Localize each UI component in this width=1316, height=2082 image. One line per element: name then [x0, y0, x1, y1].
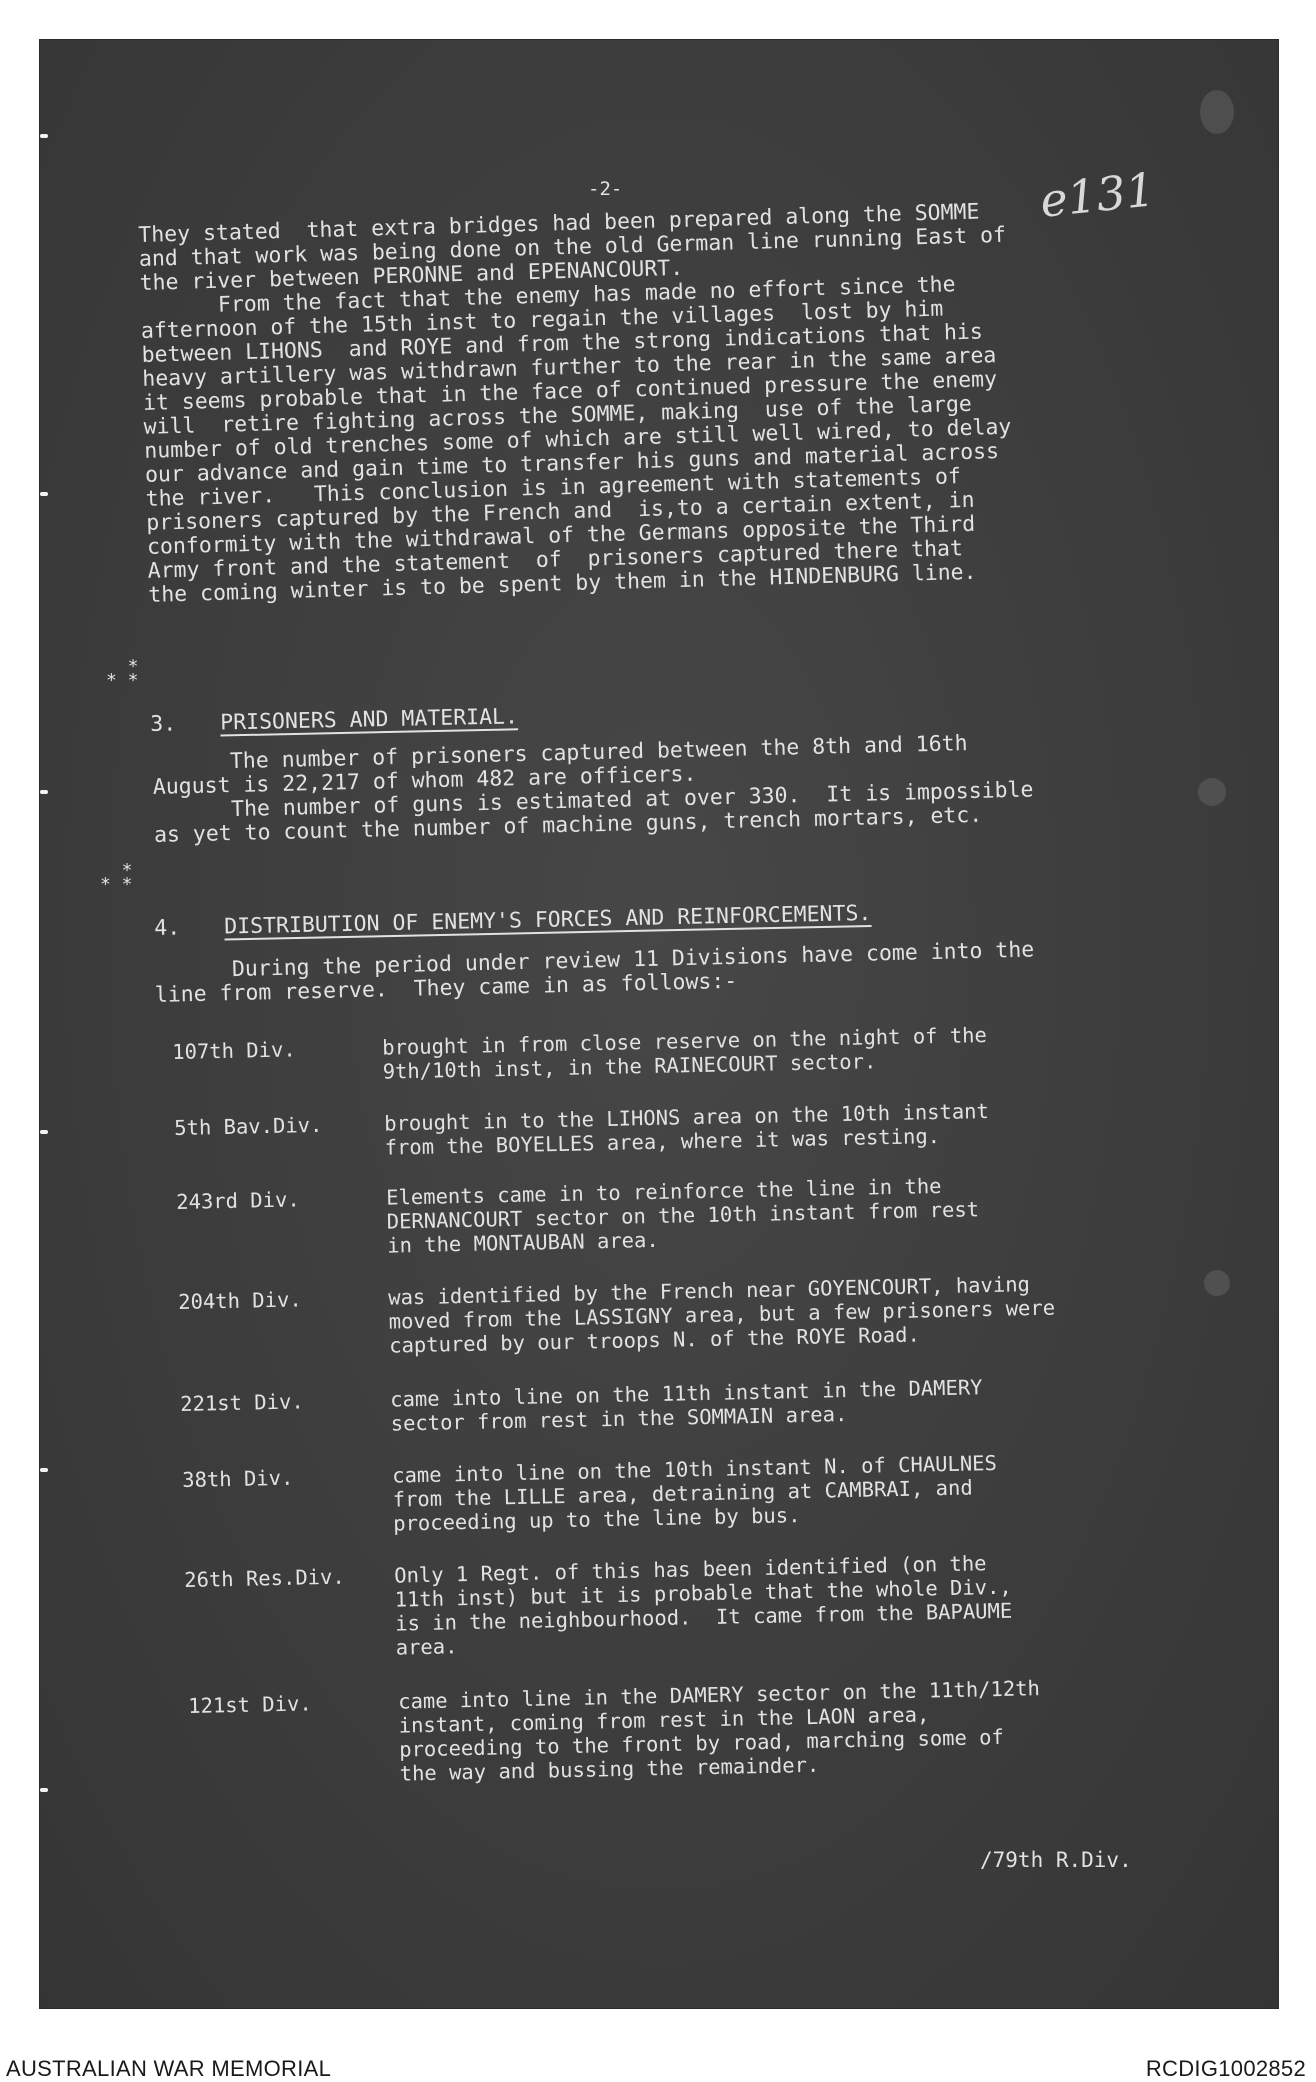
punch-hole — [40, 492, 48, 496]
division-text: came into line on the 10th instant N. of CHAULNES from the LILLE area, detraining at CAMBRAI, and proceeding up to the line by bus. — [391, 1450, 998, 1536]
document-scan — [40, 40, 1278, 2008]
section-3-stars: * * * — [106, 656, 139, 691]
handwritten-reference: e131 — [1037, 162, 1158, 228]
punch-hole — [40, 1788, 48, 1792]
division-text: Only 1 Regt. of this has been identified (on the 11th inst) but it is probable that the whole Div., is in the neighbourhood. It came from the BAPAUME area. — [393, 1551, 1013, 1660]
section-4-stars: * * * — [100, 860, 133, 895]
continuation-note: /79th R.Div. — [980, 1848, 1132, 1872]
division-name: 243rd Div. — [176, 1187, 300, 1214]
page-number: -2- — [588, 178, 623, 200]
punch-hole — [40, 790, 48, 794]
punch-hole — [40, 1130, 48, 1134]
paper-damage-mark — [1204, 1270, 1230, 1296]
division-text: came into line in the DAMERY sector on the 11th/12th instant, coming from rest in the LAON area, proceeding to the front by road, marching some of the way and bussing the remainder. — [397, 1676, 1041, 1786]
paper-damage-mark — [1200, 90, 1234, 134]
division-name: 121st Div. — [188, 1691, 312, 1718]
division-name: 38th Div. — [182, 1465, 294, 1492]
paper-damage-mark — [1198, 778, 1226, 806]
section-3-heading — [150, 704, 518, 737]
division-name: 26th Res.Div. — [184, 1564, 345, 1592]
division-name: 204th Div. — [178, 1287, 302, 1314]
punch-hole — [40, 134, 48, 138]
division-text: brought in to the LIHONS area on the 10th instant from the BOYELLES area, where it was resting. — [383, 1098, 990, 1160]
division-text: brought in from close reserve on the night of the 9th/10th inst, in the RAINECOURT sector. — [381, 1022, 988, 1084]
footer-record-id: RCDIG1002852 — [1145, 2056, 1306, 2081]
footer-source: AUSTRALIAN WAR MEMORIAL — [6, 2056, 332, 2081]
section-3-number: 3. — [150, 711, 177, 737]
punch-hole — [40, 1468, 48, 1472]
section-4-intro: During the period under review 11 Divisions have come into the line from reserve. They came in as follows:- — [153, 937, 1035, 1008]
section-4-number: 4. — [154, 915, 181, 941]
section-3-title: PRISONERS AND MATERIAL. — [219, 704, 519, 736]
section-4-title: DISTRIBUTION OF ENEMY'S FORCES AND REINFORCEMENTS. — [223, 900, 872, 940]
section-3-body: The number of prisoners captured between the 8th and 16th August is 22,217 of whom 482 are officers. The number of guns is estimated at over 330. It is impossible as yet to count the number of machine guns, trench mortars, etc. — [151, 731, 1034, 848]
division-name: 221st Div. — [180, 1389, 304, 1416]
intro-paragraph: They stated that extra bridges had been prepared along the SOMME and that work was being done on the old German line running East of the river between PERONNE and EPENANCOURT. From the fact that the enemy has made no effort since the afternoon of the 15th inst to regain the villages lost by him between LIHONS and ROYE and from the strong indications that his heavy artillery was withdrawn further to the rear in the same area it seems probable that in the face of continued pressure the enemy will retire fighting across the SOMME, making use of the large number of old trenches some of which are still well wired, to delay our advance and gain time to transfer his guns and material across the river. This conclusion is in agreement with statements of prisoners captured by the French and is,to a certain extent, in conformity with the withdrawal of the Germans opposite the Third Army front and the statement of prisoners captured there that the coming winter is to be spent by them in the HINDENBURG line. — [137, 199, 1012, 608]
division-text: came into line on the 11th instant in the DAMERY sector from rest in the SOMMAIN area. — [389, 1375, 983, 1436]
division-name: 107th Div. — [172, 1037, 296, 1064]
section-4-heading — [154, 901, 872, 941]
division-name: 5th Bav.Div. — [174, 1112, 323, 1140]
division-text: Elements came in to reinforce the line in the DERNANCOURT sector on the 10th instant from rest in the MONTAUBAN area. — [385, 1173, 980, 1258]
division-text: was identified by the French near GOYENCOURT, having moved from the LASSIGNY area, but a few prisoners were captured by our troops N. of the ROYE Road. — [387, 1272, 1056, 1358]
